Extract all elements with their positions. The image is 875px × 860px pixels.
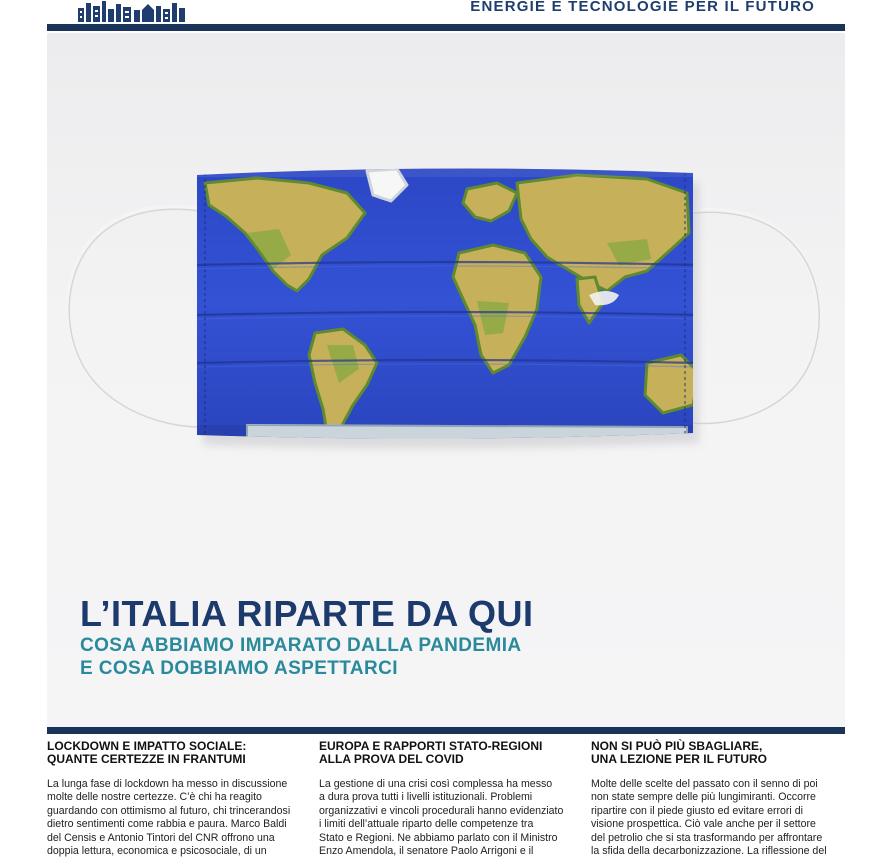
article-title-line: UNA LEZIONE PER IL FUTURO — [591, 752, 768, 766]
excerpt-line: Molte delle scelte del passato con il senno di poi — [591, 778, 818, 790]
cover-subheadline — [80, 634, 522, 680]
article-excerpt — [47, 778, 301, 858]
excerpt-line: Enzo Amendola, il senatore Paolo Arrigoni e il — [319, 845, 534, 858]
article-title — [319, 740, 573, 766]
article-title — [591, 740, 845, 766]
subheadline-line-2: E COSA DOBBIAMO ASPETTARCI — [80, 658, 398, 679]
right-ear-loop — [691, 210, 818, 421]
excerpt-line: molte delle nostre certezze. C’è chi ha reagito — [47, 791, 262, 804]
magazine-logo — [76, 0, 186, 22]
article-excerpt — [591, 778, 845, 858]
excerpt-line: del Censis e Antonio Tintori del CNR offrono una — [47, 831, 275, 844]
article-title — [47, 740, 301, 766]
excerpt-line: organizzativi e vincoli procedurali hanno evidenziato — [319, 804, 564, 817]
excerpt-line: La lunga fase di lockdown ha messo in discussione — [47, 778, 288, 790]
cover-image — [47, 33, 845, 727]
article-column-3 — [591, 740, 845, 858]
excerpt-line: i limiti dell’attuale riparto delle competenze tra — [319, 818, 534, 831]
excerpt-line: a dura prova tutti i livelli istituzionali. Problemi — [319, 791, 533, 804]
excerpt-line: Stato e Regioni. Ne abbiamo parlato con il Ministro — [319, 831, 558, 844]
excerpt-line: visione prospettica. Ciò vale anche per il settore — [591, 818, 816, 831]
article-title-line: NON SI PUÒ PIÙ SBAGLIARE, — [591, 739, 763, 753]
excerpt-line: del petrolio che si sta trasformando per affrontare — [591, 831, 823, 844]
excerpt-line: non state sempre delle più lungimiranti. Occorre — [591, 791, 816, 804]
article-title-line: EUROPA E RAPPORTI STATO-REGIONI — [319, 739, 543, 753]
excerpt-line: guardando con ottimismo al futuro, chi trincerandosi — [47, 804, 291, 817]
excerpt-line: doppia lettura, economica e psicosociale, di un — [47, 845, 267, 858]
article-title-line: ALLA PROVA DEL COVID — [319, 752, 464, 766]
article-title-line: QUANTE CERTEZZE IN FRANTUMI — [47, 752, 246, 766]
article-excerpt — [319, 778, 573, 858]
article-title-line: LOCKDOWN E IMPATTO SOCIALE: — [47, 739, 247, 753]
subheadline-line-1: COSA ABBIAMO IMPARATO DALLA PANDEMIA — [80, 635, 522, 656]
excerpt-line: la sfida della decarbonizzazione. La riflessione del — [591, 845, 827, 858]
left-ear-loop — [68, 207, 199, 425]
excerpt-line: ripartire con il piede giusto ed evitare errori di — [591, 804, 803, 817]
top-divider — [47, 24, 845, 31]
article-column-2 — [319, 740, 573, 858]
cover-headline: L’ITALIA RIPARTE DA QUI — [80, 593, 534, 634]
bottom-divider — [47, 727, 845, 734]
article-column-1 — [47, 740, 301, 858]
excerpt-line: dietro sentimenti come rabbia e paura. Marco Baldi — [47, 818, 287, 831]
magazine-tagline: ENERGIE E TECNOLOGIE PER IL FUTURO — [470, 0, 815, 15]
excerpt-line: La gestione di una crisi così complessa ha messo — [319, 778, 553, 790]
